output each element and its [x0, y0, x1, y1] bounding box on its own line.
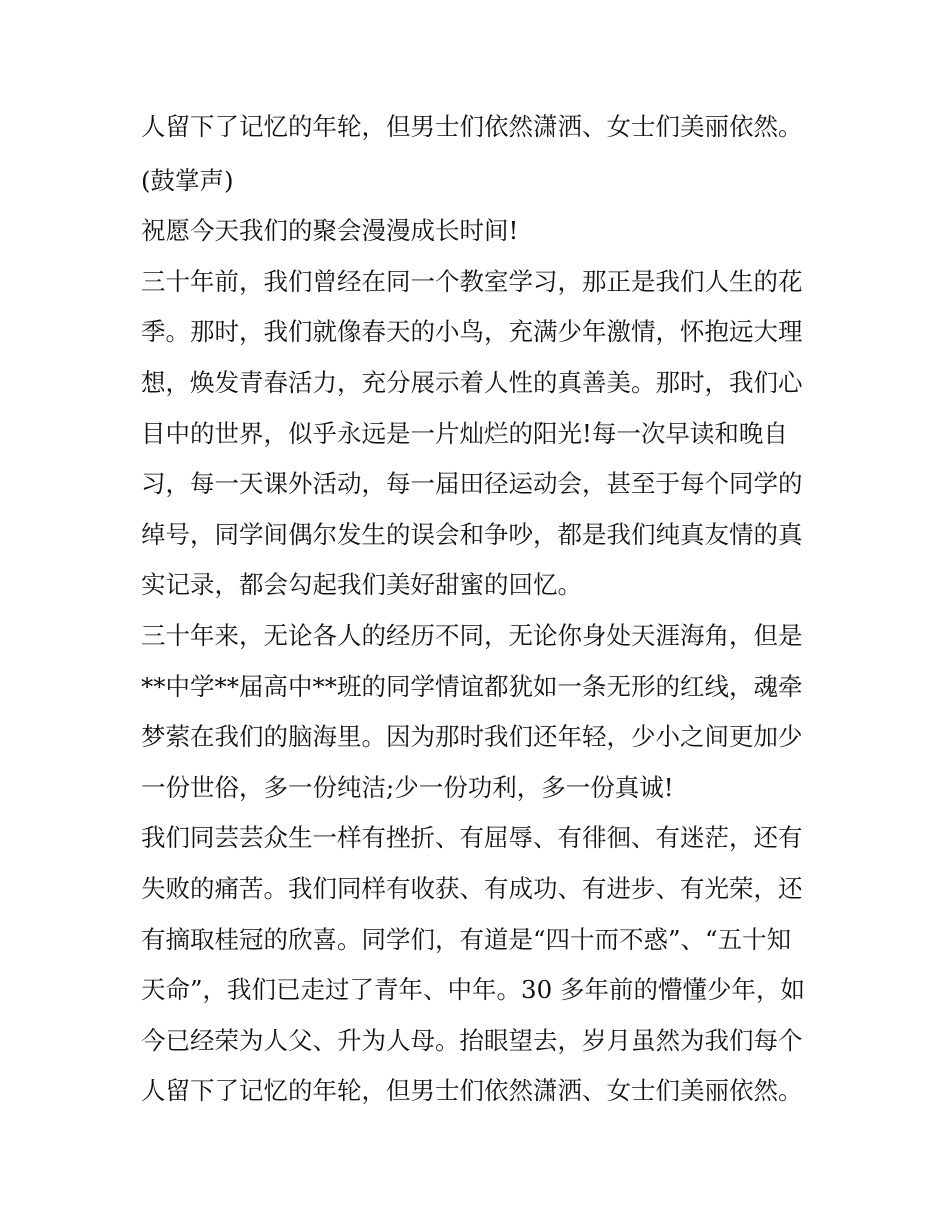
- text-line: 梦萦在我们的脑海里。因为那时我们还年轻，少小之间更加少: [141, 722, 803, 751]
- text-line: (鼓掌声): [141, 166, 234, 195]
- text-line: 失败的痛苦。我们同样有收获、有成功、有进步、有光荣，还: [141, 874, 803, 903]
- text-line: 我们同芸芸众生一样有挫折、有屈辱、有徘徊、有迷茫，还有: [141, 823, 803, 852]
- text-line: 三十年前，我们曾经在同一个教室学习，那正是我们人生的花: [141, 267, 803, 296]
- text-line: 天命”，我们已走过了青年、中年。30 多年前的懵懂少年，如: [141, 975, 805, 1004]
- text-line: 三十年来，无论各人的经历不同，无论你身处天涯海角，但是: [141, 621, 803, 650]
- text-line: 人留下了记忆的年轮，但男士们依然潇洒、女士们美丽依然。: [141, 112, 803, 141]
- text-line: 今已经荣为人父、升为人母。抬眼望去，岁月虽然为我们每个: [141, 1026, 803, 1055]
- text-line: 季。那时，我们就像春天的小鸟，充满少年激情，怀抱远大理: [141, 317, 803, 346]
- text-line: 人留下了记忆的年轮，但男士们依然潇洒、女士们美丽依然。: [141, 1076, 803, 1105]
- text-line: 习，每一天课外活动，每一届田径运动会，甚至于每个同学的: [141, 469, 803, 498]
- text-line: 祝愿今天我们的聚会漫漫成长时间!: [141, 216, 519, 245]
- text-line: 目中的世界，似乎永远是一片灿烂的阳光!每一次早读和晚自: [141, 419, 788, 448]
- text-line: 想，焕发青春活力，充分展示着人性的真善美。那时，我们心: [141, 368, 803, 397]
- text-line: 一份世俗，多一份纯洁;少一份功利，多一份真诚!: [141, 773, 674, 802]
- text-line: 有摘取桂冠的欣喜。同学们，有道是“四十而不惑”、“五十知: [141, 925, 792, 954]
- text-line: 绰号，同学间偶尔发生的误会和争吵，都是我们纯真友情的真: [141, 520, 803, 549]
- text-line: **中学**届高中**班的同学情谊都犹如一条无形的红线，魂牵: [141, 672, 803, 701]
- text-line: 实记录，都会勾起我们美好甜蜜的回忆。: [141, 570, 582, 599]
